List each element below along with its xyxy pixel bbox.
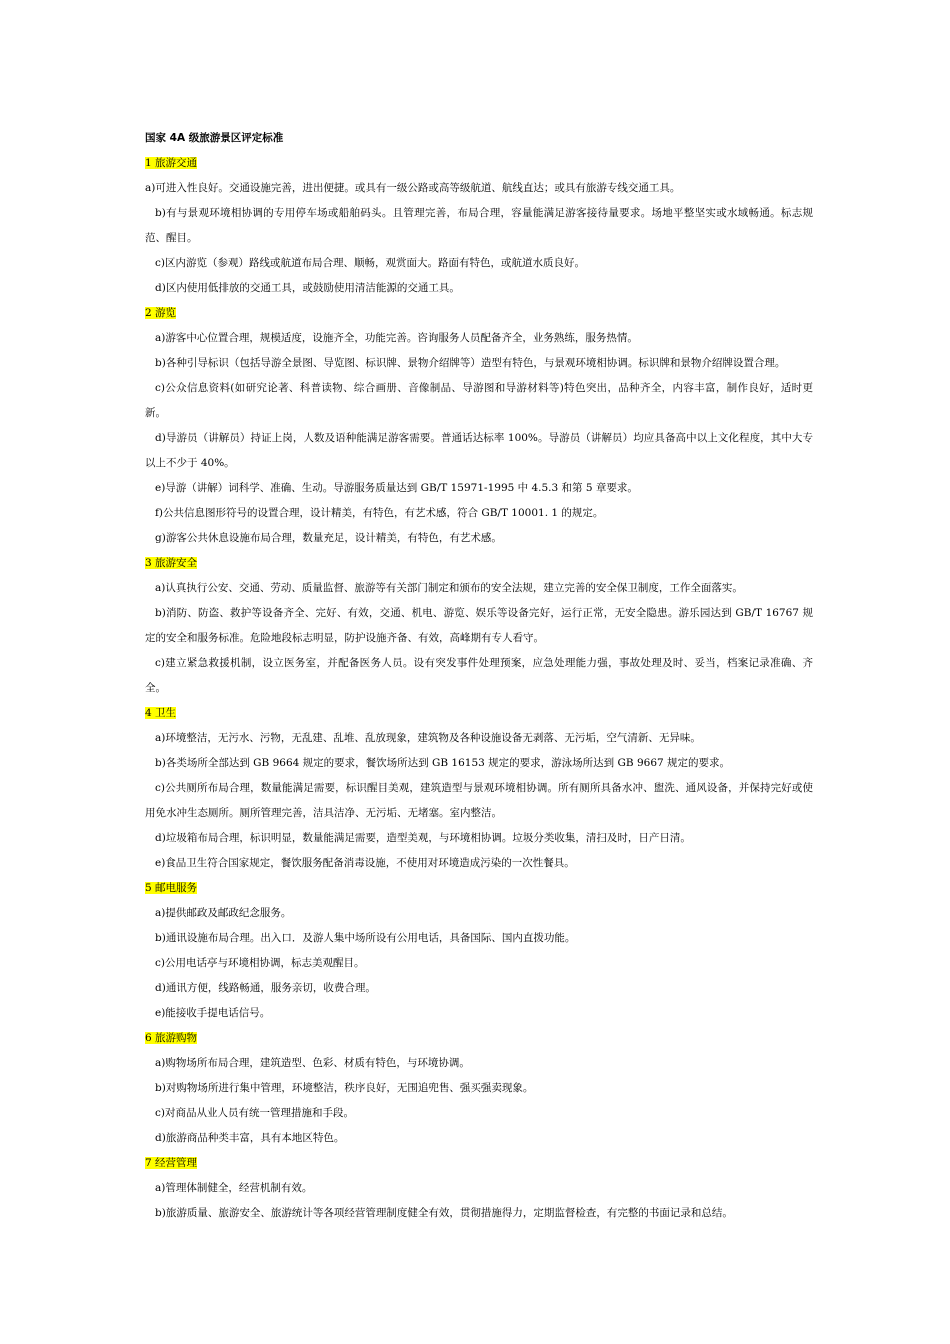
paragraph: e)导游（讲解）词科学、准确、生动。导游服务质量达到 GB/T 15971-1995 中 4.5.3 和第 5 章要求。 [155,482,638,494]
section-heading [145,301,813,326]
document-title: 国家 4A 级旅游景区评定标准 [145,132,284,144]
paragraph: a)可进入性良好。交通设施完善，进出便捷。或具有一级公路或高等级航道、航线直达；或具有旅游专线交通工具。 [145,182,681,194]
paragraph: d)垃圾箱布局合理，标识明显，数量能满足需要，造型美观，与环境相协调。垃圾分类收集，清扫及时，日产日清。 [155,832,691,844]
section-heading [145,876,813,901]
paragraph: e)能接收手提电话信号。 [155,1007,271,1019]
paragraph: a)提供邮政及邮政纪念服务。 [155,907,292,919]
paragraph: c)建立紧急救援机制，设立医务室，并配备医务人员。设有突发事件处理预案，应急处理能力强，事故处理及时、妥当，档案记录准确、齐全。 [145,657,813,694]
paragraph: b)各种引导标识（包括导游全景图、导览图、标识牌、景物介绍牌等）造型有特色，与景观环境相协调。标识牌和景物介绍牌设置合理。 [155,357,786,369]
paragraph: c)公用电话亭与环境相协调，标志美观醒目。 [155,957,365,969]
section-heading-text: 1 旅游交通 [145,157,198,169]
section-heading-text: 4 卫生 [145,707,177,719]
paragraph: c)公众信息资料(如研究论著、科普读物、综合画册、音像制品、导游图和导游材料等)特色突出，品种齐全，内容丰富，制作良好，适时更新。 [145,382,813,419]
paragraph: b)各类场所全部达到 GB 9664 规定的要求，餐饮场所达到 GB 16153 规定的要求，游泳场所达到 GB 9667 规定的要求。 [155,757,731,769]
paragraph: a)游客中心位置合理，规模适度，设施齐全，功能完善。咨询服务人员配备齐全，业务熟练，服务热情。 [155,332,638,344]
paragraph: g)游客公共休息设施布局合理，数量充足，设计精美，有特色，有艺术感。 [155,532,502,544]
paragraph: d)区内使用低排放的交通工具，或鼓励使用清洁能源的交通工具。 [155,282,460,294]
section-heading [145,701,813,726]
section-heading [145,151,813,176]
paragraph: d)通讯方便，线路畅通，服务亲切，收费合理。 [155,982,376,994]
paragraph: b)通讯设施布局合理。出入口．及游人集中场所设有公用电话，具备国际、国内直拨功能。 [155,932,576,944]
paragraph: d)旅游商品种类丰富，具有本地区特色。 [155,1132,345,1144]
sections-container [145,151,813,1226]
section-heading-text: 3 旅游安全 [145,557,198,569]
paragraph: a)认真执行公安、交通、劳动、质量监督、旅游等有关部门制定和颁布的安全法规，建立完善的安全保卫制度，工作全面落实。 [155,582,743,594]
section-heading-text: 5 邮电服务 [145,882,198,894]
paragraph: f)公共信息图形符号的设置合理，设计精美，有特色，有艺术感，符合 GB/T 10001. 1 的规定。 [155,507,604,519]
section-heading-text: 6 旅游购物 [145,1032,198,1044]
paragraph: d)导游员（讲解员）持证上岗，人数及语种能满足游客需要。普通话达标率 100%。导游员（讲解员）均应具备高中以上文化程度，其中大专以上不少于 40%。 [145,432,813,469]
section-heading-text: 2 游览 [145,307,177,319]
paragraph: c)区内游览（参观）路线或航道布局合理、顺畅，观赏面大。路面有特色，或航道水质良好。 [155,257,585,269]
section-heading [145,1026,813,1051]
paragraph: b)旅游质量、旅游安全、旅游统计等各项经营管理制度健全有效，贯彻措施得力，定期监督检查，有完整的书面记录和总结。 [155,1207,733,1219]
paragraph: b)对购物场所进行集中管理，环境整洁，秩序良好，无围追兜售、强买强卖现象。 [155,1082,534,1094]
section-heading [145,551,813,576]
paragraph: a)环境整洁，无污水、污物，无乱建、乱堆、乱放现象，建筑物及各种设施设备无剥落、无污垢，空气清新、无异味。 [155,732,701,744]
paragraph: a)管理体制健全，经营机制有效。 [155,1182,313,1194]
section-heading [145,1151,813,1176]
document-page [145,126,813,1226]
paragraph: a)购物场所布局合理，建筑造型、色彩、材质有特色，与环境协调。 [155,1057,470,1069]
paragraph: c)公共厕所布局合理，数量能满足需要，标识醒目美观，建筑造型与景观环境相协调。所有厕所具备水冲、盥洗、通风设备，并保持完好或使用免水冲生态厕所。厕所管理完善，洁具洁净、无污垢、无堵塞。室内整洁。 [145,782,813,819]
paragraph: b)有与景观环境相协调的专用停车场或船舶码头。且管理完善，布局合理，容量能满足游客接待量要求。场地平整坚实或水域畅通。标志规范、醒目。 [145,207,813,244]
paragraph: c)对商品从业人员有统一管理措施和手段。 [155,1107,354,1119]
paragraph: e)食品卫生符合国家规定，餐饮服务配备消毒设施，不使用对环境造成污染的一次性餐具。 [155,857,575,869]
section-heading-text: 7 经营管理 [145,1157,198,1169]
paragraph: b)消防、防盗、救护等设备齐全、完好、有效，交通、机电、游览、娱乐等设备完好，运行正常，无安全隐患。游乐园达到 GB/T 16767 规定的安全和服务标准。危险地段标志明显，防护设施齐备、有效，高峰期有专人看守。 [145,607,813,644]
